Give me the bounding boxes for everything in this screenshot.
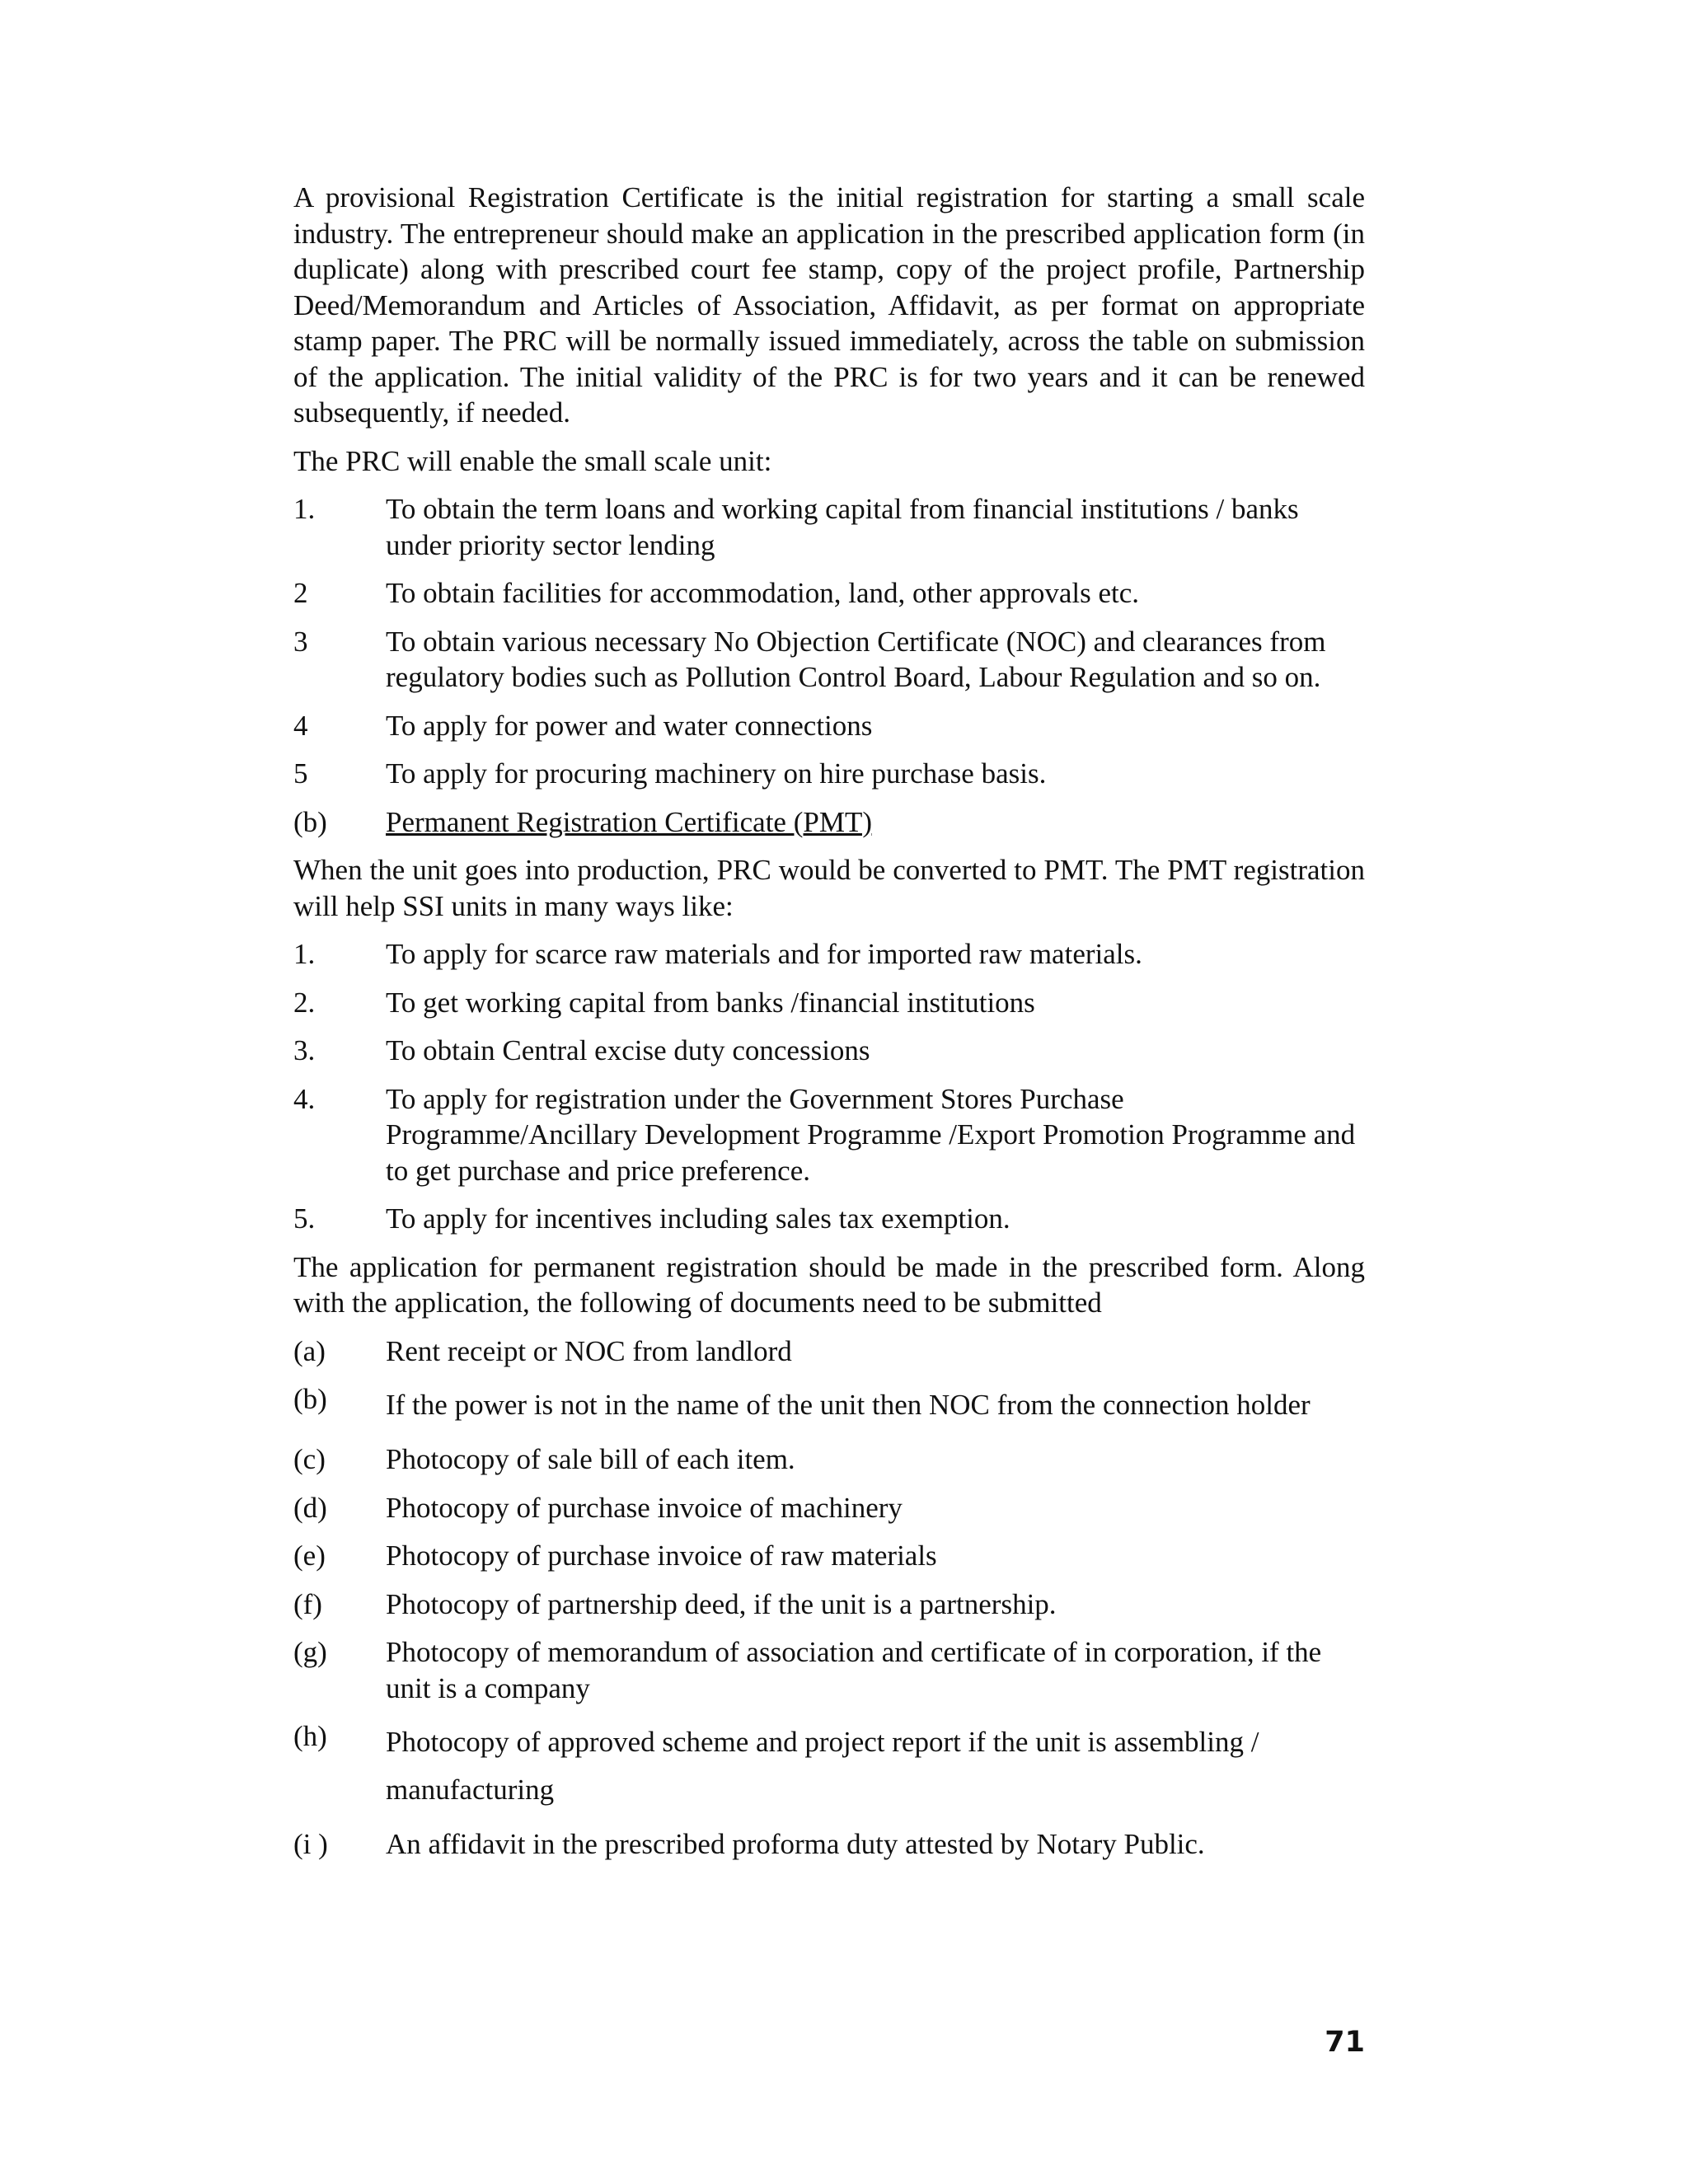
list-item [293, 1441, 1365, 1478]
list-item-number: 5 [293, 757, 308, 790]
intro-paragraph: A provisional Registration Certificate is the initial registration for starting a small scale industry. The entrepreneur should make an application in the prescribed application form (in duplicate) along with prescribed court fee stamp, copy of the project profile, Partnership Deed/Memorandum and Articles of Association, Affidavit, as per format on appropriate stamp paper. The PRC will be normally issued immediately, across the table on submission of the application. The initial validity of the PRC is for two years and it can be renewed subsequently, if needed. [293, 181, 1365, 429]
page-number: 71 [1325, 2026, 1365, 2059]
list-item [293, 1718, 1365, 1814]
list-item [293, 1586, 1365, 1623]
list-item [293, 1201, 1365, 1237]
list-item-text: Photocopy of purchase invoice of raw materials [386, 1540, 937, 1572]
list-item-text: Photocopy of purchase invoice of machinery [386, 1491, 903, 1524]
list-item-number: 4. [293, 1082, 316, 1115]
list-item-text: To apply for procuring machinery on hire purchase basis. [386, 757, 1047, 790]
section-number: (b) [293, 805, 327, 838]
list-item [293, 491, 1365, 563]
prc-heading: The PRC will enable the small scale unit: [293, 444, 772, 477]
list-item [293, 936, 1365, 972]
list-item-text: To obtain facilities for accommodation, land, other approvals etc. [386, 577, 1140, 609]
list-item-text: Photocopy of partnership deed, if the unit is a partnership. [386, 1587, 1057, 1620]
page-content [293, 180, 1365, 1875]
list-item-number: 2. [293, 986, 316, 1019]
list-item [293, 624, 1365, 696]
list-item [293, 1538, 1365, 1574]
prc-list [293, 491, 1365, 840]
list-item-number: (b) [293, 1383, 327, 1415]
list-item [293, 756, 1365, 792]
list-item-text: To get working capital from banks /financial institutions [386, 986, 1035, 1019]
list-item-text: To obtain the term loans and working capital from financial institutions / banks under priority sector lending [386, 493, 1299, 561]
list-item [293, 1381, 1365, 1429]
list-item [293, 1081, 1365, 1189]
pmt-paragraph: When the unit goes into production, PRC would be converted to PMT. The PMT registration will help SSI units in many ways like: [293, 854, 1365, 922]
list-item-text: Photocopy of memorandum of association and certificate of in corporation, if the unit is a company [386, 1636, 1322, 1704]
list-item [293, 1826, 1365, 1863]
list-item-number: 1. [293, 938, 316, 970]
list-item-number: (i ) [293, 1828, 328, 1860]
list-item [293, 708, 1365, 744]
list-item-text: To obtain Central excise duty concessions [386, 1034, 870, 1066]
list-item-number: (c) [293, 1443, 326, 1475]
list-item-text: To apply for power and water connections [386, 709, 873, 742]
list-item-text: To apply for registration under the Government Stores Purchase Programme/Ancillary Development Programme /Export Promotion Programme and to get purchase and price preference. [386, 1082, 1356, 1187]
list-item-number: 2 [293, 577, 308, 609]
list-item [293, 575, 1365, 612]
list-item-number: 4 [293, 709, 308, 742]
list-item [293, 985, 1365, 1021]
list-item-number: (a) [293, 1334, 326, 1367]
list-item-number: (h) [293, 1720, 327, 1752]
list-item-text: If the power is not in the name of the unit then NOC from the connection holder [386, 1389, 1311, 1421]
list-item-number: 3. [293, 1034, 316, 1066]
list-item [293, 1490, 1365, 1526]
list-item-text: Photocopy of sale bill of each item. [386, 1443, 795, 1475]
list-item-text: To apply for scarce raw materials and for imported raw materials. [386, 938, 1142, 970]
list-item-number: 5. [293, 1202, 316, 1235]
list-item-number: (f) [293, 1587, 322, 1620]
section-heading-pmt [293, 804, 1365, 841]
list-item-text: Photocopy of approved scheme and project report if the unit is assembling / manufacturing [386, 1726, 1259, 1806]
list-item-text: An affidavit in the prescribed proforma duty attested by Notary Public. [386, 1828, 1205, 1860]
list-item-number: (e) [293, 1540, 326, 1572]
documents-paragraph: The application for permanent registration should be made in the prescribed form. Along with the application, the following of documents need to be submitted [293, 1250, 1365, 1319]
list-item-number: (g) [293, 1636, 327, 1668]
section-title: Permanent Registration Certificate (PMT) [386, 805, 872, 838]
list-item [293, 1333, 1365, 1370]
list-item-number: 1. [293, 493, 316, 525]
list-item-text: To apply for incentives including sales tax exemption. [386, 1202, 1010, 1235]
list-item [293, 1033, 1365, 1069]
pmt-list [293, 936, 1365, 1237]
list-item-number: (d) [293, 1491, 327, 1524]
list-item-text: Rent receipt or NOC from landlord [386, 1334, 792, 1367]
list-item-number: 3 [293, 625, 308, 658]
list-item-text: To obtain various necessary No Objection Certificate (NOC) and clearances from regulatory bodies such as Pollution Control Board, Labour Regulation and so on. [386, 625, 1326, 693]
documents-list [293, 1333, 1365, 1863]
list-item [293, 1634, 1365, 1706]
